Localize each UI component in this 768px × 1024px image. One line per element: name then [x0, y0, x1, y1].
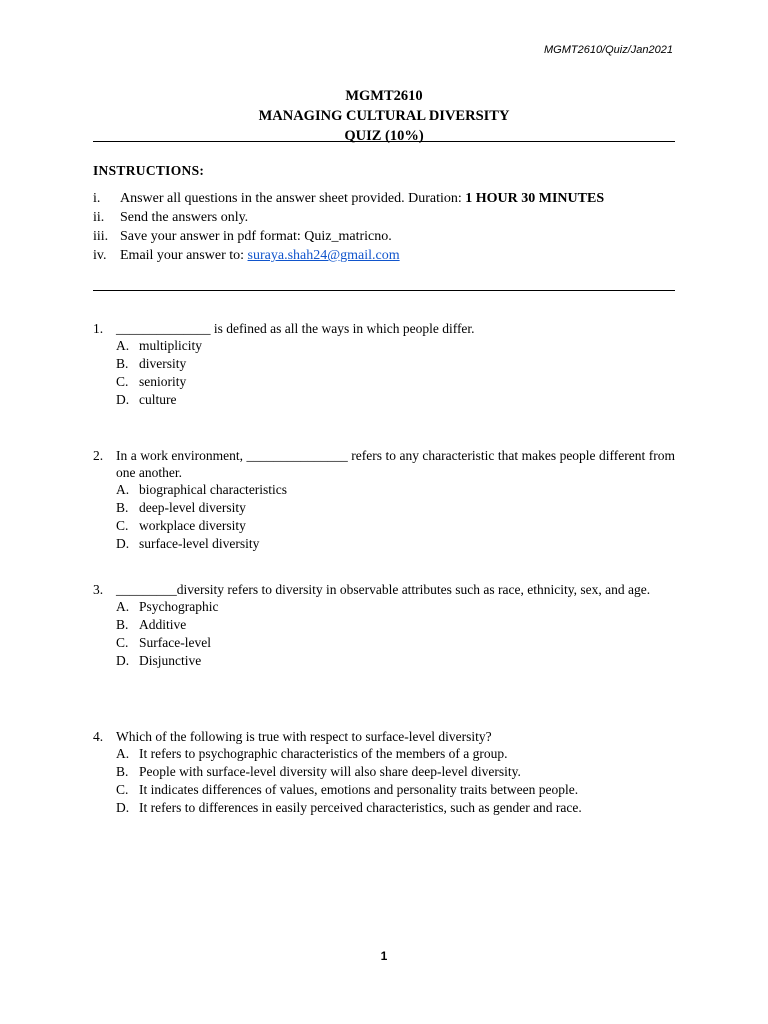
instruction-number: i.: [93, 191, 101, 206]
course-title: MANAGING CULTURAL DIVERSITY: [258, 108, 510, 124]
option-text: multiplicity: [139, 338, 202, 353]
question-text: _________diversity refers to diversity in observable attributes such as race, ethnicity, sex, and age.: [116, 582, 651, 597]
instruction-item: [93, 189, 675, 208]
option-text: It indicates differences of values, emotions and personality traits between people.: [139, 782, 579, 797]
option-letter: D.: [116, 392, 130, 407]
question-number: 4.: [93, 729, 104, 744]
question-text: In a work environment, _______________ refers to any characteristic that makes people different from one another.: [116, 448, 675, 480]
option-text: biographical characteristics: [139, 482, 288, 497]
option-letter: A.: [116, 746, 130, 761]
instruction-item: [93, 227, 675, 246]
option-text: seniority: [139, 374, 187, 389]
option-text: Disjunctive: [139, 653, 202, 668]
option-c: [116, 517, 675, 535]
option-text: deep-level diversity: [139, 500, 246, 515]
instructions-heading: INSTRUCTIONS:: [93, 163, 205, 178]
option-text: It refers to psychographic characteristics of the members of a group.: [139, 746, 508, 761]
option-d: [116, 652, 675, 670]
question-text: Which of the following is true with respect to surface-level diversity?: [116, 729, 492, 744]
instruction-label: Answer all questions in the answer sheet provided. Duration:: [120, 191, 466, 206]
title-block: [0, 86, 768, 146]
instruction-text: Send the answers only.: [120, 210, 249, 225]
option-list: [116, 745, 675, 817]
question-1: [93, 320, 675, 409]
option-letter: B.: [116, 500, 129, 515]
option-list: [116, 481, 675, 553]
option-text: Surface-level: [139, 635, 211, 650]
option-text: People with surface-level diversity will also share deep-level diversity.: [139, 764, 521, 779]
option-letter: C.: [116, 374, 129, 389]
option-letter: B.: [116, 356, 129, 371]
instruction-item: [93, 246, 675, 265]
option-letter: D.: [116, 800, 130, 815]
option-text: It refers to differences in easily perceived characteristics, such as gender and race.: [139, 800, 582, 815]
instruction-number: iv.: [93, 248, 107, 263]
option-letter: B.: [116, 617, 129, 632]
page-number: 1: [380, 949, 388, 963]
option-list: [116, 598, 675, 670]
option-letter: C.: [116, 518, 129, 533]
question-number: 1.: [93, 321, 104, 336]
option-text: Additive: [139, 617, 187, 632]
option-c: [116, 634, 675, 652]
option-text: workplace diversity: [139, 518, 246, 533]
option-b: [116, 616, 675, 634]
question-3: [93, 581, 675, 670]
option-letter: D.: [116, 653, 130, 668]
option-a: [116, 337, 675, 355]
instruction-item: [93, 208, 675, 227]
option-d: [116, 535, 675, 553]
option-letter: A.: [116, 338, 130, 353]
option-text: diversity: [139, 356, 187, 371]
quiz-title: QUIZ (10%): [344, 128, 424, 144]
instructions-list: [93, 189, 675, 265]
option-letter: A.: [116, 599, 130, 614]
option-d: [116, 799, 675, 817]
instructions-divider: [93, 290, 675, 291]
duration-value: 1 HOUR 30 MINUTES: [465, 191, 605, 206]
question-number: 2.: [93, 448, 104, 463]
email-link[interactable]: suraya.shah24@gmail.com: [247, 248, 400, 263]
question-2: [93, 447, 675, 553]
option-c: [116, 781, 675, 799]
option-text: Psychographic: [139, 599, 219, 614]
option-d: [116, 391, 675, 409]
course-code: MGMT2610: [345, 88, 423, 104]
instruction-text: [120, 189, 604, 208]
option-b: [116, 499, 675, 517]
instruction-number: iii.: [93, 229, 109, 244]
instruction-text: [120, 246, 400, 265]
question-number: 3.: [93, 582, 104, 597]
option-a: [116, 481, 675, 499]
question-4: [93, 728, 675, 817]
instruction-label: Email your answer to:: [120, 248, 248, 263]
option-list: [116, 337, 675, 409]
instruction-number: ii.: [93, 210, 105, 225]
option-c: [116, 373, 675, 391]
question-text: ______________ is defined as all the ways in which people differ.: [116, 321, 475, 336]
option-text: culture: [139, 392, 177, 407]
option-letter: A.: [116, 482, 130, 497]
document-reference: MGMT2610/Quiz/Jan2021: [543, 44, 673, 56]
option-letter: C.: [116, 782, 129, 797]
instruction-text: Save your answer in pdf format: Quiz_matricno.: [120, 229, 392, 244]
option-letter: B.: [116, 764, 129, 779]
option-letter: C.: [116, 635, 129, 650]
option-letter: D.: [116, 536, 130, 551]
option-a: [116, 745, 675, 763]
option-text: surface-level diversity: [139, 536, 260, 551]
option-a: [116, 598, 675, 616]
option-b: [116, 355, 675, 373]
title-divider: [93, 141, 675, 142]
option-b: [116, 763, 675, 781]
